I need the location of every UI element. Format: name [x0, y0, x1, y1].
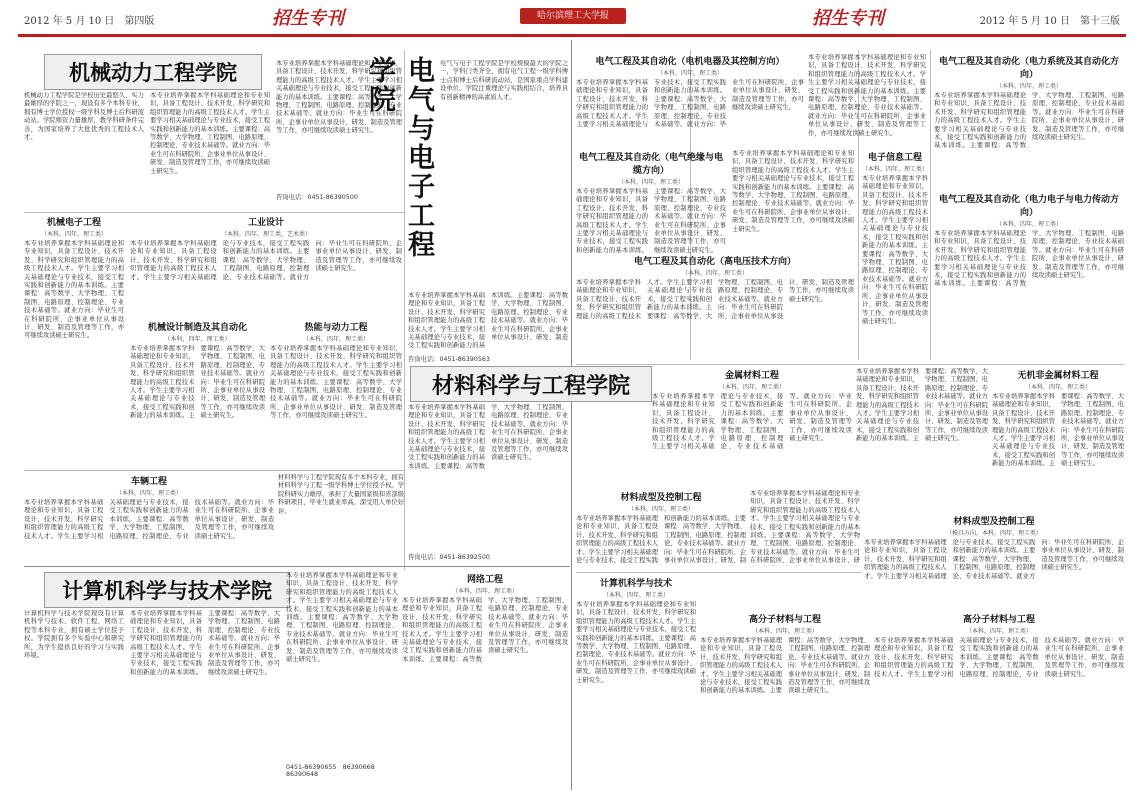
section-title: 金属材料工程 — [724, 371, 779, 381]
section-body: 本专业培养掌握本学科基础理论和专业知识，具备工程设计、技术开发、科学研究和组织管理能力的高级工程技术人才。学生主要学习相关基础理论与专业技术，接受工程实践和创新能力的基本训练。主要课程：高等数学、大学物理、工程制图、电路原理、控制理论、专业技术基础等。就业方向：毕业生可在科研院所、企事业单位从事设计、研发、制造及管理等工作，亦可继续攻读硕士研究生。 — [576, 188, 726, 254]
section-title: 材料成型及控制工程 — [620, 493, 702, 503]
section-subtitle: （本科，四年，理工类） — [965, 628, 1032, 635]
section-metal-materials — [652, 368, 852, 486]
page-gutter — [571, 40, 572, 790]
section-body: 本专业培养掌握本学科基础理论和专业知识，具备工程设计、技术开发、科学研究和组织管理能力的高级工程技术人才。学生主要学习相关基础理论与专业技术，接受工程实践和创新能力的基本训练。主要课程：高等数学、大学物理、工程制图、电路原理、控制理论、专业技术基础等。就业方向：毕业生可在科研院所、企事业单位从事设计、研发、制造及管理等工作，亦可继续攻读硕士研究生。 — [934, 92, 1124, 150]
section-subtitle: （本科，四年，理工类） — [995, 83, 1062, 90]
section-body: 本专业培养掌握本学科基础理论和专业知识，具备工程设计、技术开发、科学研究和组织管理能力的高级工程技术人才。学生主要学习相关基础理论与专业技术，接受工程实践和创新能力的基本训练。主要课程：高等数学、大学物理、工程制图、电路原理、控制理论、专业技术基础等。就业方向：毕业生可在科研院所、企事业单位从事设计、研发、制造及管理等工作，亦可继续攻读硕士研究生。 — [700, 637, 870, 695]
elec-intro-text: 电气与电子工程学院是学校规模最大的学院之一，学科门类齐全，拥有电气工程一级学科博士点和博士后科研流动站，是国家重点学科建设单位。学院注重理论与实践相结合，培养具有创新精神的高素质人才。 — [440, 60, 568, 101]
section-title: 计算机科学与技术 — [599, 579, 672, 589]
right-divider — [576, 364, 1124, 365]
cs-intro-text-2: 本专业培养掌握本学科基础理论和专业知识，具备工程设计、技术开发、科学研究和组织管理能力的高级工程技术人才。学生主要学习相关基础理论与专业技术，接受工程实践和创新能力的基本训练。主要课程：高等数学、大学物理、工程制图、电路原理、控制理论、专业技术基础等。就业方向：毕业生可在科研院所、企事业单位从事设计、研发、制造及管理等工作，亦可继续攻读硕士研究生。 — [130, 610, 280, 676]
cs-phone: 0451-86390655 86390668 86390648 — [286, 764, 381, 778]
section-subtitle: （本科，四年，理工类，艺术类） — [220, 231, 311, 238]
section-title: 材料成型及控制工程 — [953, 517, 1035, 527]
mech-intro-text-2: 本专业培养掌握本学科基础理论和专业知识，具备工程设计、技术开发、科学研究和组织管理能力的高级工程技术人才。学生主要学习相关基础理论与专业技术，接受工程实践和创新能力的基本训练。主要课程：高等数学、大学物理、工程制图、电路原理、控制理论、专业技术基础等。就业方向：毕业生可在科研院所、企事业单位从事设计、研发、制造及管理等工作，亦可继续攻读硕士研究生。 — [150, 92, 270, 175]
section-body: 本专业培养掌握本学科基础理论和专业知识，具备工程设计、技术开发、科学研究和组织管理能力的高级工程技术人才。学生主要学习相关基础理论与专业技术，接受工程实践和创新能力的基本训练。主要课程：高等数学、大学物理、工程制图、电路原理、控制理论、专业技术基础等。就业方向：毕业生可在科研院所、企事业单位从事设计、研发、制造及管理等工作，亦可继续攻读硕士研究生。 — [576, 279, 854, 320]
elec-insulation-cont — [732, 150, 854, 250]
section-subtitle: （本科，四年，理工类） — [718, 384, 785, 391]
section-body: 本专业培养掌握本学科基础理论和专业知识，具备工程设计、技术开发、科学研究和组织管理能力的高级工程技术人才。学生主要学习相关基础理论与专业技术，接受工程实践和创新能力的基本训练。主要课程：高等数学、大学物理、工程制图、电路原理、控制理论、专业技术基础等。就业方向：毕业生可在科研院所、企事业单位从事设计、研发、制造及管理等工作，亦可继续攻读硕士研究生。 — [130, 345, 265, 420]
section-body-cont: 本专业培养掌握本学科基础理论和专业知识，具备工程设计、技术开发、科学研究和组织管理能力的高级工程技术人才。学生主要学习相关基础理论与专业技术，接受工程实践和创新能力的基本训练。主要课程：高等数学、大学物理、工程制图、电路原理、控制理论、专业技术基础等。就业方向：毕业生可在科研院所、企事业单位从事设计、研发、制造及管理等工作，亦可继续攻读硕士研究生。 — [856, 368, 988, 443]
section-subtitle: （本科，四年，理工类） — [862, 166, 929, 173]
mat-phone: 咨询电话：0451-86392500 — [408, 554, 490, 561]
elec-intro-text-2: 本专业培养掌握本学科基础理论和专业知识，具备工程设计、技术开发、科学研究和组织管理能力的高级工程技术人才。学生主要学习相关基础理论与专业技术，接受工程实践和创新能力的基本训练。主要课程：高等数学、大学物理、工程制图、电路原理、控制理论、专业技术基础等。就业方向：毕业生可在科研院所、企事业单位从事设计、研发、制造 — [408, 292, 568, 350]
section-subtitle: （本科，四年，理工类） — [115, 490, 182, 497]
section-elec-motor — [576, 54, 804, 146]
cs-intro-3 — [286, 572, 398, 790]
mech-phone: 咨询电话：0451-86390500 — [276, 194, 358, 201]
section-body: 本专业培养掌握本学科基础理论和专业知识，具备工程设计、技术开发、科学研究和组织管理能力的高级工程技术人才。学生主要学习相关基础理论与专业技术，接受工程实践和创新能力的基本训练。主要课程：高等数学、大学物理、工程制图、电路原理、控制理论、专业技术基础等。就业方向：毕业生可在科研院所、企事业单位从事设计、研发、制造及管理等工作，亦可继续攻读硕士研究生。 — [130, 240, 402, 281]
mech-divider-2 — [24, 470, 404, 471]
mech-intro-col1 — [24, 92, 144, 210]
section-power-electronics — [934, 192, 1124, 360]
section-inorganic — [992, 368, 1124, 486]
section-mech-design — [130, 320, 265, 465]
section-forming-control — [576, 490, 746, 568]
section-subtitle: （本科，四年，理工类） — [751, 628, 818, 635]
cs-college-title: 计算机科学与技术学院 — [44, 572, 290, 608]
section-title: 车辆工程 — [130, 477, 167, 487]
elec-phone: 咨询电话：0451-86390563 — [408, 356, 490, 363]
section-title: 电气工程及其自动化（电力系统及其自动化方向） — [938, 57, 1119, 80]
section-title: 电气工程及其自动化（电机电器及其控制方向） — [595, 57, 785, 67]
section-polymer-a — [700, 612, 870, 790]
mech-college-title: 机械动力工程学院 — [44, 54, 262, 90]
section-thermal-power — [270, 320, 402, 465]
section-body: 本专业培养掌握本学科基础理论和专业知识，具备工程设计、技术开发、科学研究和组织管理能力的高级工程技术人才。学生主要学习相关基础理论与专业技术，接受工程实践和创新能力的基本训练。主要课程：高等数学、大学物理、工程制图、电路原理、控制理论、专业技术基础等。就业方向：毕业生可在科研院所、企事业单位从事设计、研发、制造及管理等工作，亦可继续攻读硕士研究生。 — [402, 597, 568, 663]
forming-control-cont — [750, 490, 860, 568]
section-title: 高分子材料与工程 — [962, 615, 1035, 625]
section-body: 本专业培养掌握本学科基础理论和专业知识，具备工程设计、技术开发、科学研究和组织管理能力的高级工程技术人才。学生主要学习相关基础理论与专业技术，接受工程实践和创新能力的基本训练。主要课程：高等数学、大学物理、工程制图、电路原理、控制理论、专业技术基础等。就业方向：毕业生可在科研院所、企事业单位从事设计、研发、制造及管理等工作，亦可继续攻读硕士研究生。 — [864, 539, 1124, 580]
elec-college-title: 电气与电子工程学院 — [364, 56, 434, 259]
mat-intro-text-left: 材料科学与工程学院现有多个本科专业，拥有材料科学与工程一级学科博士学位授予权。学院科研实力雄厚，承担了大量国家级和省部级科研项目，毕业生就业率高，深受用人单位好评。 — [278, 474, 404, 515]
mat-intro-left — [278, 474, 404, 564]
mech-divider — [24, 212, 404, 213]
newspaper-name: 哈尔滨理工大学报 — [520, 8, 626, 24]
section-high-voltage — [576, 254, 854, 360]
mat-intro-text: 本专业培养掌握本学科基础理论和专业知识，具备工程设计、技术开发、科学研究和组织管理能力的高级工程技术人才。学生主要学习相关基础理论与专业技术，接受工程实践和创新能力的基本训练。主要课程：高等数学、大学物理、工程制图、电路原理、控制理论、专业技术基础等。就业方向：毕业生可在科研院所、企事业单位从事设计、研发、制造及管理等工作，亦可继续攻读硕士研究生。 — [408, 404, 568, 470]
section-mechatronics — [24, 215, 124, 465]
section-subtitle: （模具方向，本科，四年，理工类） — [945, 530, 1042, 537]
cs-intro-text: 计算机科学与技术学院现设有计算机科学与技术、软件工程、网络工程等本科专业，拥有硕士学位授予权。学院拥有多个实验中心和研究所，为学生提供良好的学习与实践环境。 — [24, 610, 124, 660]
section-subtitle: （本科，四年，理工类） — [656, 70, 723, 77]
masthead-rule — [18, 34, 1126, 37]
section-body: 本专业培养掌握本学科基础理论和专业知识，具备工程设计、技术开发、科学研究和组织管理能力的高级工程技术人才。学生主要学习相关基础理论与专业技术，接受工程实践和创新能力的基本训练。主要课程：高等数学、大学物理、工程制图、电路原理、控制理论、专业技术基础等。就业方向：毕业生可在科研院所、企事业单位从事设计、研发、制造及管理等工作，亦可继续攻读硕士研究生。 — [576, 79, 804, 129]
section-industrial-design — [130, 215, 402, 315]
mech-intro-text: 机械动力工程学院是学校历史最悠久、实力最雄厚的学院之一，现设有多个本科专业，拥有博士学位授权一级学科及博士后科研流动站。学院师资力量雄厚，教学科研条件完善，为国家培养了大批优秀的工程技术人才。 — [24, 92, 144, 142]
section-subtitle: （本科，四年，理工类） — [164, 336, 231, 343]
section-title: 高分子材料与工程 — [748, 615, 821, 625]
section-title: 网络工程 — [466, 575, 503, 585]
section-title: 机械电子工程 — [46, 218, 101, 228]
section-title: 电气工程及其自动化（高电压技术方向） — [633, 257, 796, 267]
column-rule — [930, 50, 931, 360]
section-body: 本专业培养掌握本学科基础理论和专业知识，具备工程设计、技术开发、科学研究和组织管理能力的高级工程技术人才。学生主要学习相关基础理论与专业技术，接受工程实践和创新能力的基本训练。主要课程：高等数学、大学物理、工程制图、电路原理、控制理论、专业技术基础等。就业方向：毕业生可在科研院所、企事业单位从事设计、研发、制造及管理等工作，亦可继续攻读硕士研究生。 — [652, 393, 852, 451]
section-network-eng — [402, 572, 568, 790]
section-title: 工业设计 — [247, 218, 284, 228]
section-title: 电子信息工程 — [867, 153, 922, 163]
section-vehicle — [24, 474, 274, 564]
section-electronic-info — [862, 150, 928, 360]
section-body-cont: 本专业培养掌握本学科基础理论和专业知识，具备工程设计、技术开发、科学研究和组织管理能力的高级工程技术人才。学生主要学习相关基础理论与专业技术，接受工程实践和创新能力的基本训练。主要课程：高等数学、大学物理、工程制图、电路原理、控制理论、专业技术基础等。就业方向：毕业生可在科研院所、企事业单位从事设计、研 — [750, 490, 860, 565]
section-body: 本专业培养掌握本学科基础理论和专业知识，具备工程设计、技术开发、科学研究和组织管理能力的高级工程技术人才。学生主要学习相关基础理论与专业技术，接受工程实践和创新能力的基本训练。主要课程：高等数学、大学物理、工程制图、电路原理、控制理论、专业技术基础等。就业方向：毕业生可在科研院所、企事业单位从事设计、研发、制造及管理等工作，亦可继续攻读硕士研究生。 — [862, 175, 928, 325]
section-subtitle: （本科，四年，理工类） — [617, 179, 684, 186]
cs-intro-2 — [130, 610, 280, 790]
section-body: 本专业培养掌握本学科基础理论和专业知识，具备工程设计、技术开发、科学研究和组织管理能力的高级工程技术人才。学生主要学习相关基础理论与专业技术，接受工程实践和创新能力的基本训练。主要课程：高等数学、大学物理、工程制图、电路原理、控制理论、专业技术基础等。就业方向：毕业生可在科研院所、企事业单位从事设计、研发、制造及管理等工作，亦可继续攻读硕士研究生。 — [992, 393, 1124, 468]
section-subtitle: （本科，四年，理工类） — [602, 592, 669, 599]
mech-intro-text-3: 本专业培养掌握本学科基础理论和专业知识，具备工程设计、技术开发、科学研究和组织管理能力的高级工程技术人才。学生主要学习相关基础理论与专业技术，接受工程实践和创新能力的基本训练。主要课程：高等数学、大学物理、工程制图、电路原理、控制理论、专业技术基础等。就业方向：毕业生可在科研院所、企事业单位从事设计、研发、制造及管理等工作，亦可继续攻读硕士研究生。 — [276, 60, 402, 135]
section-subtitle: （本科，四年，理工类） — [451, 588, 518, 595]
section-body-cont: 本专业培养掌握本学科基础理论和专业知识，具备工程设计、技术开发、科学研究和组织管理能力的高级工程技术人才。学生主要学习相关基础理论与专业技术，接受工程实践和创新能力的基本训练。主要课程：高等数学、大学物理、工程制图、电路原理、控制理论、专业技术基础等。就业方向：毕业生可在科研院所、企事业单位从事设计、研发、制造及管理等工作，亦可继续攻读硕士研究生。 — [732, 150, 854, 233]
cs-intro-text-3: 本专业培养掌握本学科基础理论和专业知识，具备工程设计、技术开发、科学研究和组织管理能力的高级工程技术人才。学生主要学习相关基础理论与专业技术，接受工程实践和创新能力的基本训练。主要课程：高等数学、大学物理、工程制图、电路原理、控制理论、专业技术基础等。就业方向：毕业生可在科研院所、企事业单位从事设计、研发、制造及管理等工作，亦可继续攻读硕士研究生。 — [286, 572, 398, 664]
section-body: 本专业培养掌握本学科基础理论和专业知识，具备工程设计、技术开发、科学研究和组织管理能力的高级工程技术人才。学生主要学习相关基础理论与专业技术，接受工程实践和创新能力的基本训练。主要课程：高等数学、大学物理、工程制图、电路原理、控制理论、专业技术基础等。就业方向：毕业生可在科研院所、企事业单位从事设计、研发、制 — [576, 515, 746, 565]
section-elec-insulation — [576, 150, 726, 254]
section-body: 本专业培养掌握本学科基础理论和专业知识，具备工程设计、技术开发、科学研究和组织管理能力的高级工程技术人才。学生主要学习相关基础理论与专业技术，接受工程实践和创新能力的基本训练。主要课程：高等数学、大学物理、工程制图、电路原理、控制理论、专业技术基础等。就业方向：毕业生可在科研院所、企事业单位从事设计、研发、制造及管理等工作，亦可继续攻读硕士研究生。 — [24, 499, 274, 540]
mat-college-title: 材料科学与工程学院 — [410, 366, 652, 402]
section-title: 电气工程及其自动化（电气绝缘与电缆方向） — [578, 153, 723, 176]
section-body: 本专业培养掌握本学科基础理论和专业知识，具备工程设计、技术开发、科学研究和组织管理能力的高级工程技术人才。学生主要学习相关基础理论与专业技术，接受工程实践和创新能力的基本训练。主要课程：高等数学、大学物理、工程制图、电路原理、控制理论、专业技术基础等。就业方向：毕业生可在科研院所、企事业单位从事设计、研发、制造及管理等工作，亦可继续攻读硕士研究生。 — [576, 601, 696, 684]
right-divider-2 — [576, 572, 862, 573]
section-body: 本专业培养掌握本学科基础理论和专业知识，具备工程设计、技术开发、科学研究和组织管理能力的高级工程技术人才。学生主要学习相关基础理论与专业技术，接受工程实践和创新能力的基本训练。主要课程：高等数学、大学物理、工程制图、电路原理、控制理论、专业技术基础等。就业方向：毕业生可在科研院所、企事业单位从事设计、研发、制造及管理等工作，亦可继续攻读硕士研究生。 — [874, 637, 1124, 678]
cs-intro — [24, 610, 124, 790]
right-section-tag: 招生专刊 — [812, 8, 884, 29]
section-subtitle: （本科，四年，理工类） — [627, 506, 694, 513]
metal-materials-cont — [856, 368, 988, 486]
section-subtitle: （本科，四年，理工类） — [302, 336, 369, 343]
section-title: 电气工程及其自动化（电力电子与电力传动方向） — [938, 195, 1119, 218]
cs-rule — [24, 566, 570, 567]
right-date: 2012 年 5 月 10 日 第十三版 — [979, 16, 1120, 27]
section-title: 热能与动力工程 — [304, 323, 368, 333]
section-subtitle: （本科，四年，理工类） — [40, 231, 107, 238]
left-date: 2012 年 5 月 10 日 第四版 — [24, 16, 155, 27]
section-subtitle: （本科，四年，理工类） — [995, 221, 1062, 228]
section-subtitle: （本科，四年，理工类） — [681, 270, 748, 277]
mat-intro — [408, 404, 568, 564]
left-section-tag: 招生专刊 — [272, 8, 344, 29]
section-polymer-b — [874, 612, 1124, 790]
section-forming-mold — [864, 514, 1124, 598]
section-power-system — [934, 54, 1124, 188]
section-body: 本专业培养掌握本学科基础理论和专业知识，具备工程设计、技术开发、科学研究和组织管理能力的高级工程技术人才。学生主要学习相关基础理论与专业技术，接受工程实践和创新能力的基本训练。主要课程：高等数学、大学物理、工程制图、电路原理、控制理论、专业技术基础等。就业方向：毕业生可在科研院所、企事业单位从事设计、研发、制造及管理等工作，亦可继续攻读硕士研究生。 — [24, 240, 124, 340]
elec-intro-lower — [408, 292, 568, 364]
section-body-cont: 本专业培养掌握本学科基础理论和专业知识，具备工程设计、技术开发、科学研究和组织管理能力的高级工程技术人才。学生主要学习相关基础理论与专业技术，接受工程实践和创新能力的基本训练。主要课程：高等数学、大学物理、工程制图、电路原理、控制理论、专业技术基础等。就业方向：毕业生可在科研院所、企事业单位从事设计、研发、制造及管理等工作，亦可继续攻读硕士研究生。 — [808, 54, 926, 137]
section-body: 本专业培养掌握本学科基础理论和专业知识，具备工程设计、技术开发、科学研究和组织管理能力的高级工程技术人才。学生主要学习相关基础理论与专业技术，接受工程实践和创新能力的基本训练。主要课程：高等数学、大学物理、工程制图、电路原理、控制理论、专业技术基础等。就业方向：毕业生可在科研院所、企事业单位从事设计、研发、制造及管理等工作，亦可继续攻读硕士研究生。 — [270, 345, 402, 420]
section-title: 机械设计制造及其自动化 — [147, 323, 247, 333]
elec-motor-cont — [808, 54, 926, 146]
section-subtitle: （本科，四年，理工类） — [1024, 384, 1091, 391]
section-cs — [576, 576, 696, 790]
mech-intro-col2 — [150, 92, 270, 210]
section-title: 无机非金属材料工程 — [1017, 371, 1099, 381]
section-body: 本专业培养掌握本学科基础理论和专业知识，具备工程设计、技术开发、科学研究和组织管理能力的高级工程技术人才。学生主要学习相关基础理论与专业技术，接受工程实践和创新能力的基本训练。主要课程：高等数学、大学物理、工程制图、电路原理、控制理论、专业技术基础等。就业方向：毕业生可在科研院所、企事业单位从事设计、研发、制造及管理等工作，亦可继续攻读硕士研究生。 — [934, 230, 1124, 288]
